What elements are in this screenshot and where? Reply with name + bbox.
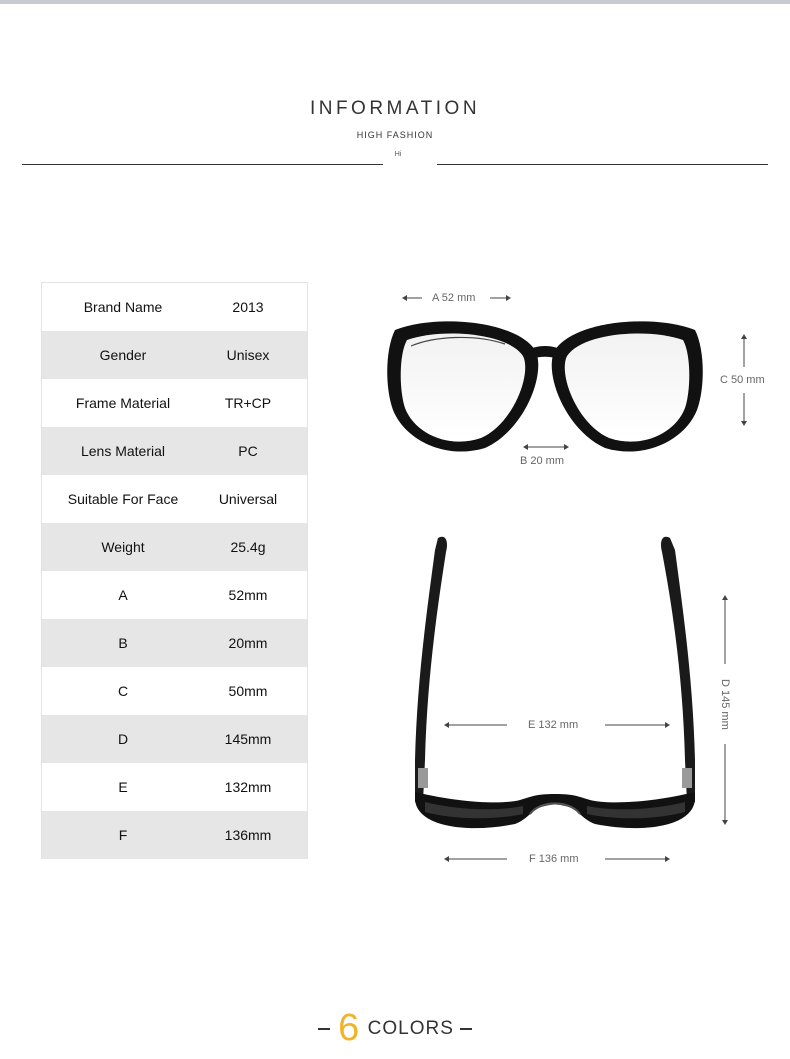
colors-heading xyxy=(0,1007,790,1050)
spec-row-suitable-for-face xyxy=(42,475,307,523)
divider-badge: Hi xyxy=(394,151,402,158)
spec-value: 2013 xyxy=(232,299,264,315)
spec-value: 136mm xyxy=(224,827,272,843)
divider-right xyxy=(437,164,768,165)
dimension-a-label: A 52 mm xyxy=(432,292,476,304)
glasses-front-image xyxy=(375,310,715,460)
spec-value: PC xyxy=(238,443,258,459)
spec-row-c xyxy=(42,667,307,715)
spec-value: 20mm xyxy=(228,635,268,651)
spec-row-weight xyxy=(42,523,307,571)
glasses-top-image xyxy=(405,530,705,840)
dash-right xyxy=(460,1028,472,1030)
spec-label: A xyxy=(118,587,128,603)
spec-value: TR+CP xyxy=(224,395,272,411)
spec-row-a xyxy=(42,571,307,619)
dimension-e-label: E 132 mm xyxy=(528,719,579,731)
spec-label: Frame Material xyxy=(75,395,171,411)
divider-left xyxy=(22,164,383,165)
spec-row-frame-material xyxy=(42,379,307,427)
section-subtitle: HIGH FASHION xyxy=(356,130,434,140)
spec-value: 145mm xyxy=(224,731,272,747)
spec-label: Brand Name xyxy=(83,299,163,315)
spec-row-gender xyxy=(42,331,307,379)
spec-row-f xyxy=(42,811,307,859)
spec-label: C xyxy=(117,683,129,699)
section-title: INFORMATION xyxy=(309,98,481,119)
spec-value: 25.4g xyxy=(230,539,266,555)
spec-row-lens-material xyxy=(42,427,307,475)
spec-label: B xyxy=(118,635,128,651)
colors-label: COLORS xyxy=(367,1017,454,1039)
spec-label: Lens Material xyxy=(80,443,166,459)
dimension-c-label: C 50 mm xyxy=(720,374,765,386)
colors-count: 6 xyxy=(338,1007,360,1049)
spec-label: D xyxy=(117,731,129,747)
dimension-f-label: F 136 mm xyxy=(529,853,579,865)
dimension-b-label: B 20 mm xyxy=(520,455,565,467)
spec-row-brand-name xyxy=(42,283,307,331)
spec-label: Gender xyxy=(99,347,147,363)
spec-value: 52mm xyxy=(228,587,268,603)
spec-label: Weight xyxy=(101,539,145,555)
spec-label: F xyxy=(118,827,128,843)
spec-value: Universal xyxy=(218,491,278,507)
spec-label: Suitable For Face xyxy=(67,491,179,507)
dimension-d-label: D 145 mm xyxy=(719,679,731,730)
spec-label: E xyxy=(118,779,128,795)
spec-row-d xyxy=(42,715,307,763)
spec-row-e xyxy=(42,763,307,811)
spec-table xyxy=(41,282,308,859)
spec-value: 132mm xyxy=(224,779,272,795)
spec-row-b xyxy=(42,619,307,667)
spec-value: Unisex xyxy=(226,347,270,363)
dimension-b-arrow xyxy=(522,442,570,452)
top-strip xyxy=(0,0,790,4)
dash-left xyxy=(318,1028,330,1030)
spec-value: 50mm xyxy=(228,683,268,699)
